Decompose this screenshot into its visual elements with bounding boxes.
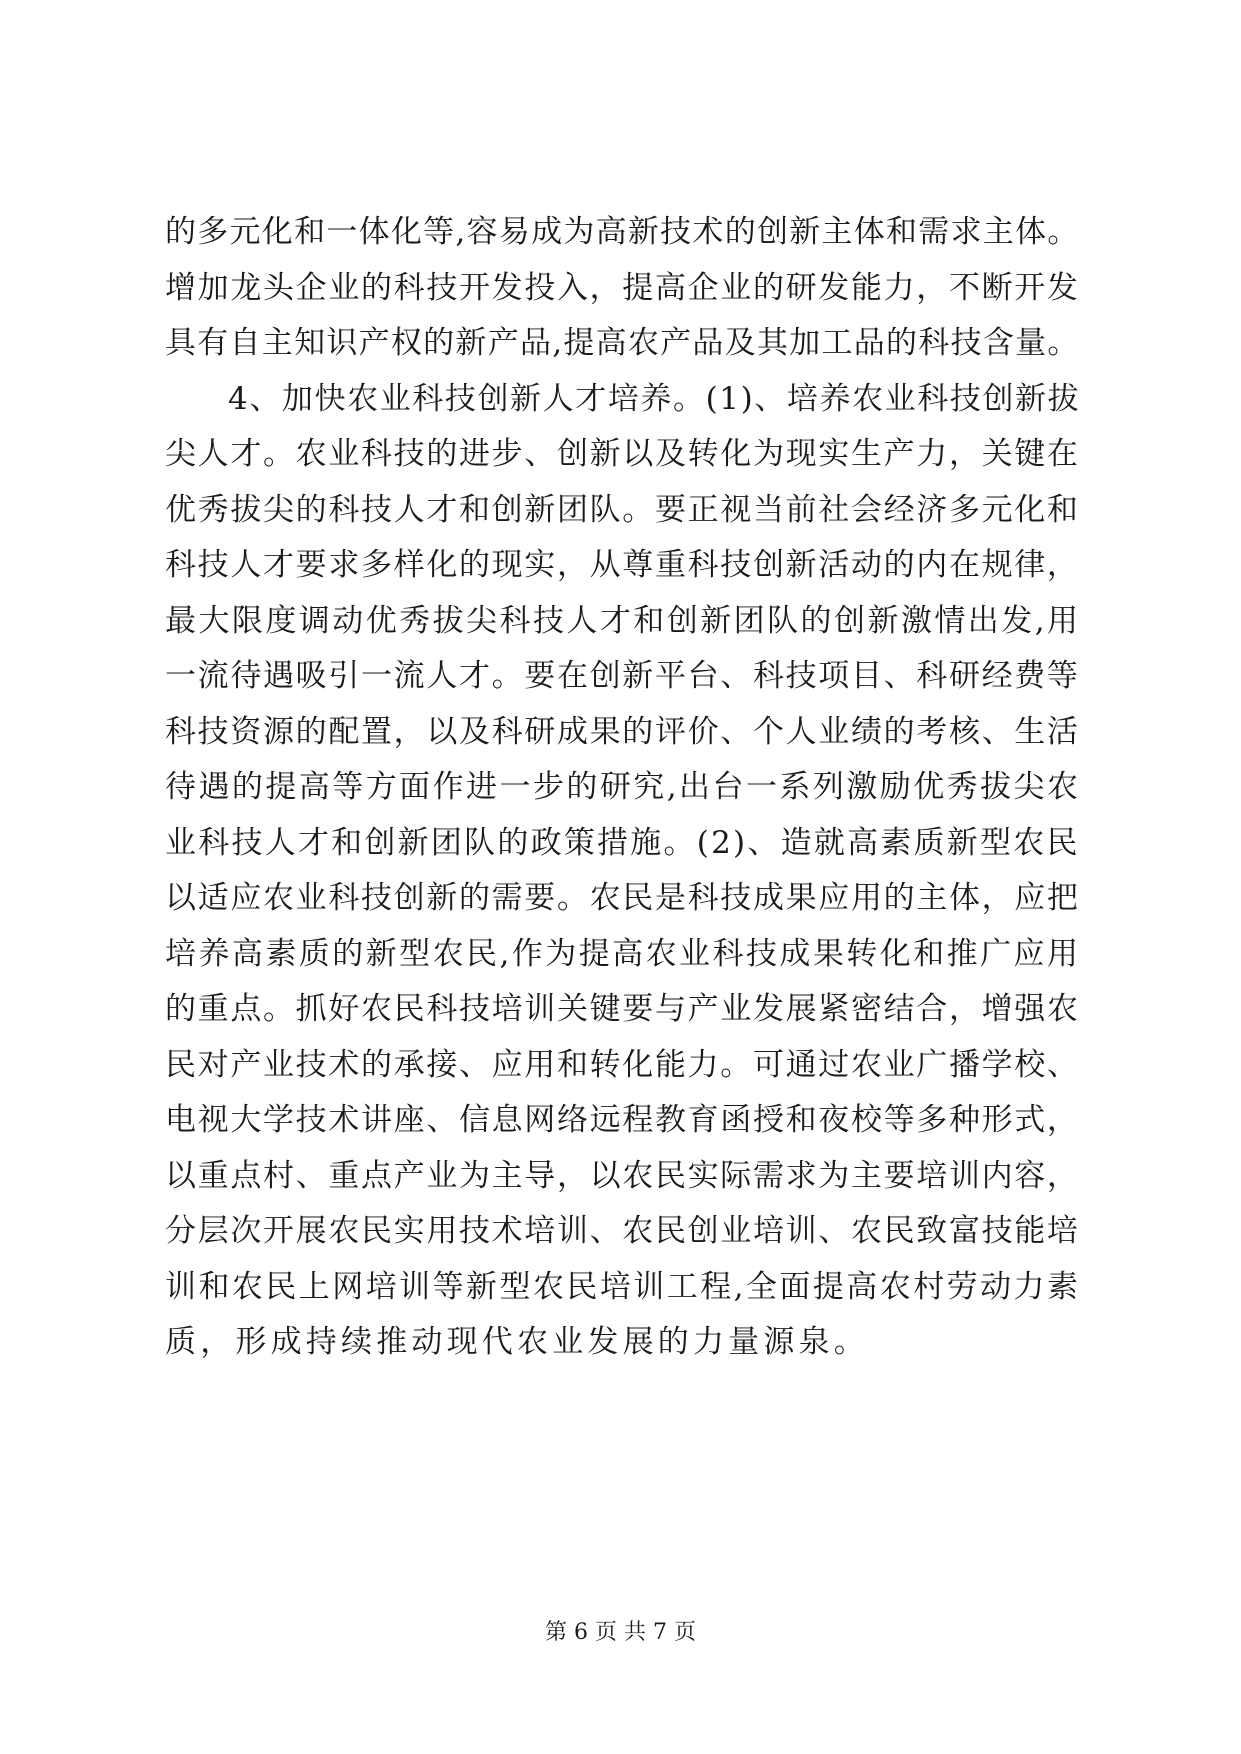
paragraph-2-line-8: 待遇的提高等方面作进一步的研究,出台一系列激励优秀拔尖农 — [165, 769, 1081, 805]
paragraph-2-line-7: 科技资源的配置，以及科研成果的评价、个人业绩的考核、生活 — [165, 714, 1080, 750]
paragraph-1-line-3: 具有自主知识产权的新产品,提高农产品及其加工品的科技含量。 — [165, 325, 1080, 361]
paragraph-2-line-3: 优秀拔尖的科技人才和创新团队。要正视当前社会经济多元化和 — [165, 492, 1080, 528]
paragraph-2-line-14: 电视大学技术讲座、信息网络远程教育函授和夜校等多种形式， — [165, 1102, 1080, 1138]
paragraph-2-line-1: 4、加快农业科技创新人才培养。(1)、培养农业科技创新拔 — [228, 381, 1081, 417]
paragraph-2-line-16: 分层次开展农民实用技术培训、农民创业培训、农民致富技能培 — [165, 1213, 1080, 1249]
paragraph-2-line-2: 尖人才。农业科技的进步、创新以及转化为现实生产力，关键在 — [165, 436, 1080, 472]
paragraph-1-line-1: 的多元化和一体化等,容易成为高新技术的创新主体和需求主体。 — [165, 214, 1080, 250]
page-number-footer: 第 6 页 共 7 页 — [545, 1620, 696, 1645]
paragraph-2-line-4: 科技人才要求多样化的现实，从尊重科技创新活动的内在规律， — [165, 547, 1080, 583]
paragraph-2-line-15: 以重点村、重点产业为主导，以农民实际需求为主要培训内容， — [165, 1158, 1080, 1194]
paragraph-1-line-2: 增加龙头企业的科技开发投入，提高企业的研发能力，不断开发 — [165, 270, 1080, 306]
paragraph-2-line-11: 培养高素质的新型农民,作为提高农业科技成果转化和推广应用 — [165, 936, 1081, 972]
paragraph-2-line-10: 以适应农业科技创新的需要。农民是科技成果应用的主体，应把 — [165, 880, 1080, 916]
paragraph-2-line-17: 训和农民上网培训等新型农民培训工程,全面提高农村劳动力素 — [165, 1269, 1081, 1305]
paragraph-2-line-9: 业科技人才和创新团队的政策措施。(2)、造就高素质新型农民 — [165, 825, 1080, 861]
paragraph-2-line-6: 一流待遇吸引一流人才。要在创新平台、科技项目、科研经费等 — [165, 658, 1080, 694]
paragraph-2-line-13: 民对产业技术的承接、应用和转化能力。可通过农业广播学校、 — [165, 1047, 1080, 1083]
paragraph-2-line-5: 最大限度调动优秀拔尖科技人才和创新团队的创新激情出发,用 — [165, 603, 1081, 639]
paragraph-2-line-12: 的重点。抓好农民科技培训关键要与产业发展紧密结合，增强农 — [165, 991, 1080, 1027]
paragraph-2-line-18: 质，形成持续推动现代农业发展的力量源泉。 — [165, 1324, 869, 1360]
